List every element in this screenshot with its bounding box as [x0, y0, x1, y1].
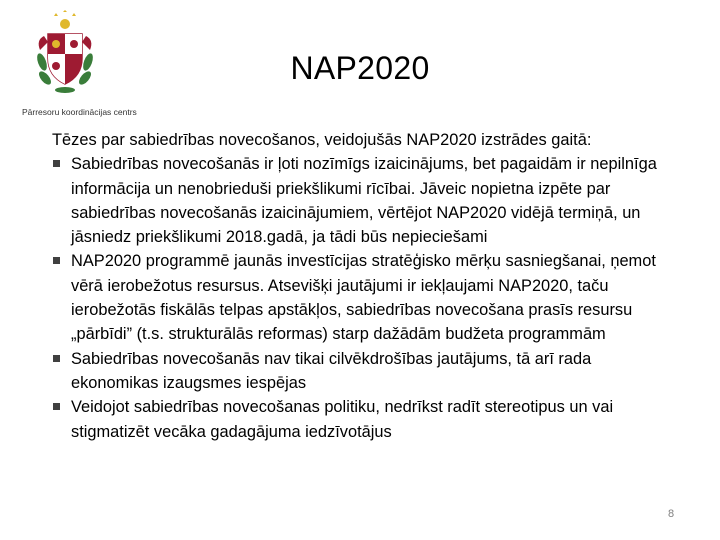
- list-item: [52, 152, 682, 249]
- logo-caption: Pārresoru koordinācijas centrs: [22, 107, 137, 117]
- square-bullet-icon: [53, 403, 60, 410]
- bullet-list: [52, 152, 682, 444]
- slide-title: NAP2020: [290, 50, 430, 86]
- square-bullet-icon: [53, 355, 60, 362]
- slide-body: [52, 128, 682, 444]
- bullet-text: Veidojot sabiedrības novecošanas politiku, nedrīkst radīt stereotipus un vai stigmatizēt vecāka gadagājuma iedzīvotājus: [71, 398, 614, 441]
- list-item: [52, 249, 682, 346]
- bullet-text: Sabiedrības novecošanās ir ļoti nozīmīgs izaicinājums, bet pagaidām ir nepilnīga informācija un nenobrieduši priekšlikumi rīcībai. Jāveic nopietna izpēte par sabiedrības novecošanās izaicinājumiem, vērtējot NAP2020 vidējā termiņā, un jāsniedz priekšlikumi 2018.gadā, ja tādi būs nepieciešami: [71, 155, 657, 247]
- page-number: 8: [668, 508, 675, 520]
- square-bullet-icon: [53, 257, 60, 264]
- bullet-text: Sabiedrības novecošanās nav tikai cilvēkdrošības jautājums, tā arī rada ekonomikas izaugsmes iespējas: [71, 349, 592, 392]
- square-bullet-icon: [53, 160, 60, 167]
- intro-text: Tēzes par sabiedrības novecošanos, veidojušās NAP2020 izstrādes gaitā:: [52, 131, 592, 149]
- logo: [22, 10, 157, 122]
- list-item: [52, 347, 682, 396]
- bullet-text: NAP2020 programmē jaunās investīcijas stratēģisko mērķu sasniegšanai, ņemot vērā ierobežotus resursus. Atsevišķi jautājumi ir iekļaujami NAP2020, taču ierobežotās fiskālās telpas apstākļos, sabiedrības novecošana prasīs resursu „pārbīdi” (t.s. strukturālās reformas) starp dažādām budžeta programmām: [71, 252, 656, 344]
- latvia-coat-of-arms-icon: [34, 10, 96, 98]
- list-item: [52, 395, 682, 444]
